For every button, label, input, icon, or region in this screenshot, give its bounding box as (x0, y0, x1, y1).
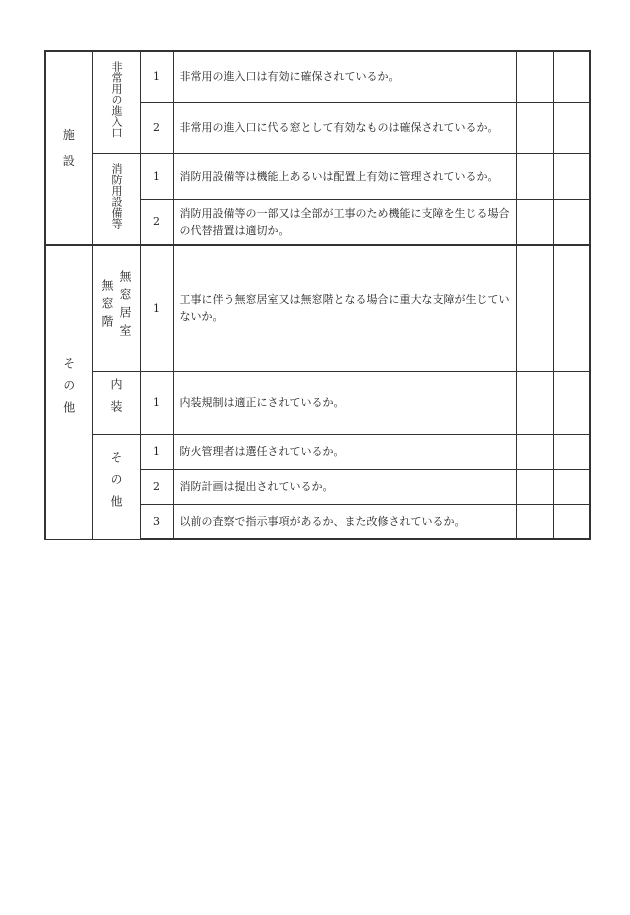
check-cell[interactable] (516, 153, 553, 199)
table-row (45, 245, 590, 371)
subcategory-cell (92, 434, 140, 539)
subcategory-cell (92, 245, 140, 371)
category-char: 設 (62, 154, 75, 168)
check-cell[interactable] (553, 245, 590, 371)
item-text: 消防用設備等の一部又は全部が工事のため機能に支障を生じる場合の代替措置は適切か。 (173, 199, 516, 245)
category-label (46, 122, 92, 174)
item-text: 内装規制は適正にされているか。 (173, 371, 516, 434)
subcategory-cell (92, 51, 140, 153)
item-text: 非常用の進入口は有効に確保されているか。 (173, 51, 516, 102)
check-cell[interactable] (516, 434, 553, 469)
category-char: 施 (62, 128, 75, 142)
item-number: 1 (140, 245, 173, 371)
check-cell[interactable] (516, 245, 553, 371)
check-cell[interactable] (553, 434, 590, 469)
check-cell[interactable] (553, 102, 590, 153)
inspection-checklist-table (44, 50, 591, 540)
subcategory-label: 無窓居室 無窓階 (100, 269, 132, 342)
item-number: 2 (140, 469, 173, 504)
item-text: 消防用設備等は機能上あるいは配置上有効に管理されているか。 (173, 153, 516, 199)
category-label: その他 (61, 356, 76, 423)
subcategory-cell (92, 371, 140, 434)
subcategory-label: 消防用設備等 (110, 163, 123, 230)
check-cell[interactable] (516, 102, 553, 153)
subcategory-label: 内装 (109, 378, 123, 422)
check-cell[interactable] (553, 51, 590, 102)
check-cell[interactable] (553, 153, 590, 199)
item-number: 1 (140, 153, 173, 199)
check-cell[interactable] (553, 504, 590, 539)
category-cell-other (45, 245, 92, 539)
item-number: 1 (140, 434, 173, 469)
subcategory-label: その他 (109, 451, 123, 517)
check-cell[interactable] (553, 469, 590, 504)
item-text: 消防計画は提出されているか。 (173, 469, 516, 504)
item-text: 非常用の進入口に代る窓として有効なものは確保されているか。 (173, 102, 516, 153)
check-cell[interactable] (553, 199, 590, 245)
check-cell[interactable] (516, 199, 553, 245)
item-number: 3 (140, 504, 173, 539)
item-number: 1 (140, 51, 173, 102)
table-row (45, 51, 590, 102)
subcategory-label: 非常用の進入口 (110, 61, 123, 139)
check-cell[interactable] (516, 51, 553, 102)
table-row (45, 153, 590, 199)
item-text: 工事に伴う無窓居室又は無窓階となる場合に重大な支障が生じていないか。 (173, 245, 516, 371)
subcategory-cell (92, 153, 140, 245)
item-text: 防火管理者は選任されているか。 (173, 434, 516, 469)
table-row (45, 434, 590, 469)
check-cell[interactable] (516, 371, 553, 434)
inspection-checklist-sheet (44, 50, 591, 540)
check-cell[interactable] (516, 469, 553, 504)
item-number: 2 (140, 102, 173, 153)
item-text: 以前の査察で指示事項があるか、また改修されているか。 (173, 504, 516, 539)
check-cell[interactable] (516, 504, 553, 539)
item-number: 2 (140, 199, 173, 245)
item-number: 1 (140, 371, 173, 434)
category-cell-facility (45, 51, 92, 245)
table-row (45, 371, 590, 434)
check-cell[interactable] (553, 371, 590, 434)
